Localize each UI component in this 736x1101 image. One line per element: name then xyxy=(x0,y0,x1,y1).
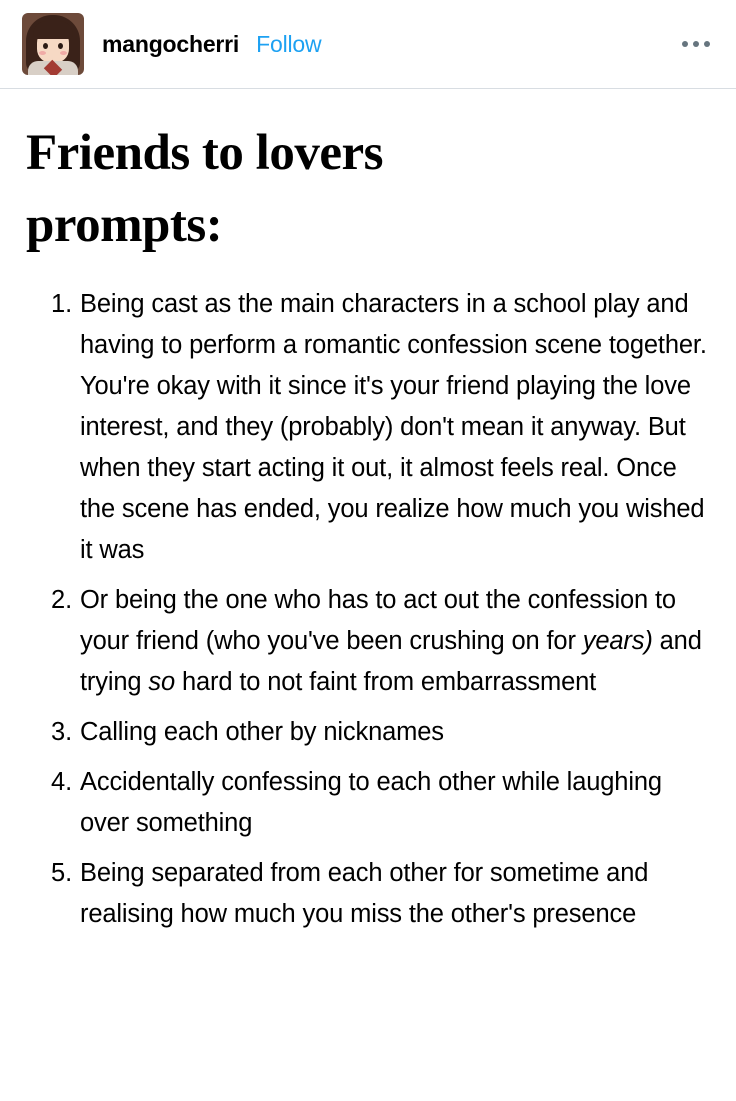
list-item-text: Calling each other by nicknames xyxy=(80,718,444,747)
page-title: Friends to lovers prompts: xyxy=(26,125,383,254)
avatar-blush-left xyxy=(39,51,46,55)
post-body xyxy=(0,89,736,936)
list-item-text: Or being the one who has to act out the confession to your friend (who you've been crushing on for xyxy=(80,586,676,656)
more-dot-3 xyxy=(704,41,710,47)
emphasis-text: so xyxy=(148,668,176,697)
list-item xyxy=(80,762,710,844)
avatar[interactable] xyxy=(22,13,84,75)
prompt-list xyxy=(26,284,710,936)
list-item-text: Being cast as the main characters in a school play and having to perform a romantic confession scene together. You're okay with it since it's your friend playing the love interest, and they (probably) don't mean it anyway. But when they start acting it out, it almost feels real. Once the scene has ended, you realize how much you wished it was xyxy=(80,289,707,565)
list-item-text: Being separated from each other for sometime and realising how much you miss the other's presence xyxy=(80,859,649,929)
username[interactable]: mangocherri xyxy=(102,30,240,57)
list-item xyxy=(80,284,710,571)
follow-button[interactable]: Follow xyxy=(256,30,322,57)
avatar-blush-right xyxy=(60,51,67,55)
list-item xyxy=(80,580,710,703)
avatar-eye-left xyxy=(43,43,48,49)
more-dot-2 xyxy=(693,41,699,47)
list-item-text: and trying xyxy=(80,627,702,697)
avatar-eye-right xyxy=(58,43,63,49)
list-item-text: Accidentally confessing to each other while laughing over something xyxy=(80,768,662,838)
emphasis-text: years) xyxy=(582,627,653,656)
more-dot-1 xyxy=(682,41,688,47)
list-item xyxy=(80,712,710,753)
more-options-icon[interactable] xyxy=(676,31,716,57)
list-item xyxy=(80,853,710,935)
post-header xyxy=(0,0,736,89)
avatar-fringe xyxy=(33,21,73,39)
list-item-text: hard to not faint from embarrassment xyxy=(175,668,597,697)
